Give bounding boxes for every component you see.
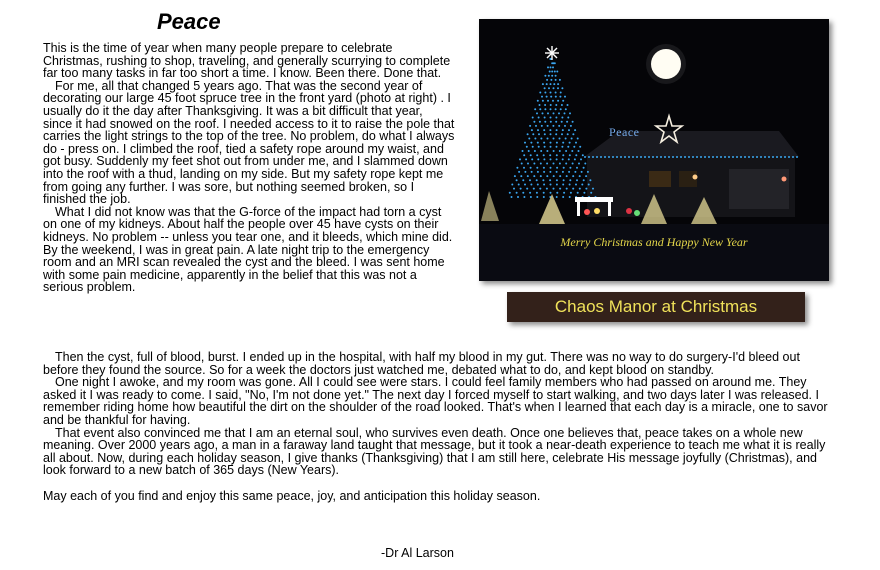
photo-peace-sign: Peace <box>609 125 640 139</box>
tree-light <box>585 175 587 177</box>
tree-light <box>562 184 564 186</box>
tree-light <box>575 184 577 186</box>
tree-light <box>537 142 539 144</box>
tree-light <box>559 79 561 81</box>
tree-light <box>563 167 565 169</box>
tree-light <box>546 96 548 98</box>
tree-light <box>551 75 553 77</box>
tree-light <box>541 96 543 98</box>
tree-light <box>543 129 545 131</box>
tree-light <box>530 196 532 198</box>
tree-light <box>533 121 535 123</box>
photo-caption: Chaos Manor at Christmas <box>507 292 805 322</box>
tree-light <box>535 125 537 127</box>
tree-light <box>551 71 553 73</box>
tree-light <box>544 92 546 94</box>
tree-light <box>555 133 557 135</box>
tree-light <box>544 146 546 148</box>
tree-light <box>585 188 587 190</box>
tree-light <box>553 163 555 165</box>
tree-light <box>559 175 561 177</box>
tree-light <box>568 171 570 173</box>
tree-light <box>553 138 555 140</box>
tree-light <box>530 184 532 186</box>
tree-light <box>579 188 581 190</box>
tree-light <box>544 104 546 106</box>
tree-light <box>566 175 568 177</box>
tree-light <box>553 188 555 190</box>
tree-light <box>590 192 592 194</box>
tree-light <box>575 154 577 156</box>
tree-light <box>565 163 567 165</box>
tree-light <box>559 138 561 140</box>
tree-light <box>547 125 549 127</box>
tree-light <box>560 108 562 110</box>
tree-light <box>538 146 540 148</box>
tree-light <box>537 129 539 131</box>
tree-light <box>526 188 528 190</box>
tree-light <box>516 167 518 169</box>
tree-light <box>553 83 555 85</box>
tree-light <box>565 108 567 110</box>
tree-light <box>579 146 581 148</box>
paragraph-2: For me, all that changed 5 years ago. That was the second year of decorating our large 45 foot spruce tree in the front yard (photo at right) . I usually do it the day after Thanksgiving. It was a bit difficult that year, since it had snowed on the roof. I needed access to it to raise the pole that carries the light strings to the top of the tree. No problem, do what I always do - press on. I climbed the roof, tied a safety rope around my waist, and got busy. Suddenly my feet shot out from under me, and I slammed down into the roof with a thud, landing on my side. But my safety rope kept me from going any further. I was sore, but nothing seemed broken, so I finished the job. <box>43 78 455 207</box>
tree-light <box>553 150 555 152</box>
tree-light <box>532 133 534 135</box>
tree-light <box>561 104 563 106</box>
tree-light <box>544 117 546 119</box>
tree-light <box>519 158 521 160</box>
paragraph-5: One night I awoke, and my room was gone. All I could see were stars. I could feel family members who had passed on around me. They asked it I was ready to come. I said, "No, I'm not done yet." The next day I forced myself to start walking, and two days later I was released. I remember riding home how beautiful the dirt on the shoulder of the road looked. That's when I learned that each day is a miracle, one to savor and be thankful for having. <box>43 375 828 427</box>
tree-light <box>550 79 552 81</box>
tree-light <box>520 175 522 177</box>
photo-scene <box>479 19 829 281</box>
tree-light <box>563 192 565 194</box>
tree-light <box>572 121 574 123</box>
tree-light <box>518 184 520 186</box>
tree-light <box>558 125 560 127</box>
tree-light <box>542 179 544 181</box>
tree-light <box>555 108 557 110</box>
tree-light <box>561 146 563 148</box>
tree-light <box>570 192 572 194</box>
tree-light <box>559 188 561 190</box>
tree-light <box>556 171 558 173</box>
tree-light <box>556 158 558 160</box>
tree-light <box>583 179 585 181</box>
tree-light <box>543 142 545 144</box>
tree-light <box>536 167 538 169</box>
tree-light <box>587 171 589 173</box>
tree-light <box>524 184 526 186</box>
tree-light <box>572 163 574 165</box>
tree-light <box>569 112 571 114</box>
tree-light <box>543 167 545 169</box>
tree-light <box>553 112 555 114</box>
tree-light <box>556 71 558 73</box>
tree-light <box>531 158 533 160</box>
tree-light <box>557 100 559 102</box>
tree-light <box>547 138 549 140</box>
tree-light <box>544 108 546 110</box>
tree-light <box>574 158 576 160</box>
tree-light <box>542 112 544 114</box>
tree-light <box>569 167 571 169</box>
tree-light <box>543 196 545 198</box>
page-title: Peace <box>157 9 221 34</box>
tree-light <box>536 154 538 156</box>
tree-light <box>576 179 578 181</box>
tree-light <box>549 71 551 73</box>
tree-light <box>550 83 552 85</box>
tree-light <box>564 125 566 127</box>
tree-light <box>550 121 552 123</box>
tree-light <box>550 104 552 106</box>
tree-light <box>542 83 544 85</box>
tree-light <box>539 121 541 123</box>
tree-light <box>556 129 558 131</box>
tree-light <box>581 171 583 173</box>
tree-light <box>543 184 545 186</box>
tree-light <box>559 163 561 165</box>
tree-light <box>511 184 513 186</box>
tree-light <box>522 150 524 152</box>
tree-light <box>556 179 558 181</box>
tree-light <box>525 158 527 160</box>
tree-light <box>564 112 566 114</box>
tree-light <box>557 83 559 85</box>
tree-light <box>556 146 558 148</box>
tree-light <box>570 125 572 127</box>
tree-light <box>550 58 552 60</box>
tree-light <box>576 167 578 169</box>
tree-light <box>566 121 568 123</box>
tree-light <box>559 150 561 152</box>
tree-light <box>552 100 554 102</box>
tree-light <box>579 175 581 177</box>
tree-light <box>530 154 532 156</box>
tree-light <box>538 117 540 119</box>
tree-light <box>546 175 548 177</box>
tree-light <box>550 158 552 160</box>
tree-light <box>523 154 525 156</box>
tree-light <box>588 184 590 186</box>
tree-light <box>533 175 535 177</box>
tree-light <box>574 171 576 173</box>
tree-light <box>589 179 591 181</box>
tree-light <box>569 142 571 144</box>
tree-light <box>530 142 532 144</box>
tree-light <box>565 150 567 152</box>
tree-light <box>532 117 534 119</box>
tree-light <box>520 188 522 190</box>
tree-light <box>523 167 525 169</box>
tree-light <box>555 79 557 81</box>
closing-line: May each of you find and enjoy this same peace, joy, and anticipation this holiday season. <box>43 488 541 503</box>
tree-light <box>552 125 554 127</box>
tree-light <box>562 171 564 173</box>
tree-light <box>571 138 573 140</box>
paragraph-1: This is the time of year when many people prepare to celebrate Christmas, rushing to shop, traveling, and generally scurrying to complete far too many tasks in far too short a time. I know. Been there. Done that. <box>43 41 451 81</box>
tree-light <box>546 83 548 85</box>
tree-light <box>548 87 550 89</box>
tree-light <box>569 196 571 198</box>
tree-light <box>523 196 525 198</box>
tree-light <box>540 150 542 152</box>
tree-light <box>549 179 551 181</box>
tree-light <box>509 192 511 194</box>
tree-light <box>534 150 536 152</box>
tree-light <box>554 62 556 64</box>
tree-light <box>562 100 564 102</box>
christmas-house-photo <box>479 19 829 281</box>
tree-light <box>549 154 551 156</box>
tree-light <box>572 175 574 177</box>
tree-light <box>524 142 526 144</box>
tree-light <box>537 100 539 102</box>
tree-light <box>569 179 571 181</box>
tree-light <box>584 163 586 165</box>
tree-light <box>531 171 533 173</box>
tree-light <box>573 146 575 148</box>
tree-light <box>544 121 546 123</box>
tree-light <box>567 146 569 148</box>
tree-light <box>561 87 563 89</box>
tree-light <box>555 121 557 123</box>
tree-light <box>555 104 557 106</box>
tree-light <box>547 66 549 68</box>
tree-light <box>541 125 543 127</box>
tree-light <box>555 75 557 77</box>
tree-light <box>540 138 542 140</box>
signature: -Dr Al Larson <box>381 546 454 560</box>
tree-light <box>547 100 549 102</box>
tree-light <box>548 75 550 77</box>
tree-light <box>528 150 530 152</box>
tree-light <box>514 175 516 177</box>
tree-light <box>556 184 558 186</box>
tree-light <box>529 192 531 194</box>
tree-light <box>528 138 530 140</box>
paragraph-3: What I did not know was that the G-force of the impact had torn a cyst on one of my kidneys. About half the people over 45 have cysts on their kidneys. No problem -- unless you tear one, and it bleeds, which mine did. By the weekend, I was in great pain. A late night trip to the emergency room and an MRI scan revealed the cyst and the bleed. I was sent home with some pain medicine, apparently in the belief that this was not a serious problem. <box>43 204 453 295</box>
tree-light <box>543 171 545 173</box>
tree-light <box>552 66 554 68</box>
tree-light <box>567 133 569 135</box>
tree-light <box>524 171 526 173</box>
tree-light <box>557 87 559 89</box>
photo-greeting: Merry Christmas and Happy New Year <box>560 235 748 249</box>
tree-light <box>571 150 573 152</box>
tree-light <box>555 96 557 98</box>
tree-light <box>550 184 552 186</box>
tree-light <box>539 104 541 106</box>
tree-light <box>569 184 571 186</box>
tree-light <box>574 129 576 131</box>
tree-light <box>550 192 552 194</box>
tree-light <box>546 150 548 152</box>
tree-light <box>550 167 552 169</box>
tree-light <box>516 192 518 194</box>
tree-light <box>563 179 565 181</box>
tree-light <box>546 188 548 190</box>
tree-light <box>568 158 570 160</box>
tree-light <box>561 117 563 119</box>
tree-light <box>577 138 579 140</box>
paragraph-6: That event also convinced me that I am an eternal soul, who survives even death. Once one believes that, peace takes on a whole new meaning. Over 2000 years ago, a man in a faraway land taught that message, but it took a near-death experience to teach me what it is really all about. Now, during each holiday season, I give thanks (Thanksgiving) that I am still here, celebrate His message joyfully (Christmas), and look forward to a new batch of 365 days (New Years). <box>43 425 826 478</box>
tree-light <box>562 129 564 131</box>
tree-light <box>544 75 546 77</box>
tree-light <box>527 133 529 135</box>
tree-light <box>539 108 541 110</box>
tree-light <box>537 171 539 173</box>
tree-light <box>530 167 532 169</box>
tree-light <box>550 146 552 148</box>
tree-light <box>566 188 568 190</box>
tree-light <box>540 175 542 177</box>
tree-light <box>511 196 513 198</box>
paragraph-4: Then the cyst, full of blood, burst. I ended up in the hospital, with half my blood in my gut. There was no way to do surgery-I'd bleed out before they found the source. So for a week the doctors just watched me, debated what to do, and kept blood on standby. <box>43 350 800 377</box>
tree-light <box>536 179 538 181</box>
tree-light <box>575 142 577 144</box>
tree-light <box>522 192 524 194</box>
tree-light <box>529 179 531 181</box>
tree-light <box>556 196 558 198</box>
tree-light <box>521 163 523 165</box>
tree-light <box>550 66 552 68</box>
tree-light <box>540 163 542 165</box>
tree-light <box>533 188 535 190</box>
tree-light <box>580 158 582 160</box>
tree-light <box>555 117 557 119</box>
tree-light <box>537 184 539 186</box>
tree-light <box>583 192 585 194</box>
tree-light <box>567 117 569 119</box>
tree-light <box>561 133 563 135</box>
tree-light <box>581 184 583 186</box>
tree-light <box>539 188 541 190</box>
tree-light <box>562 196 564 198</box>
tree-light <box>544 87 546 89</box>
tree-light <box>562 154 564 156</box>
tree-light <box>544 133 546 135</box>
tree-light <box>550 117 552 119</box>
tree-light <box>565 138 567 140</box>
tree-light <box>532 146 534 148</box>
tree-light <box>578 163 580 165</box>
tree-light <box>517 196 519 198</box>
tree-light <box>560 92 562 94</box>
tree-light <box>569 154 571 156</box>
tree-light <box>567 104 569 106</box>
tree-light <box>516 179 518 181</box>
tree-light <box>564 96 566 98</box>
tree-light <box>531 129 533 131</box>
article-body <box>43 351 838 502</box>
tree-light <box>572 133 574 135</box>
tree-light <box>526 146 528 148</box>
tree-light <box>583 167 585 169</box>
article-intro <box>43 42 455 294</box>
tree-light <box>561 121 563 123</box>
tree-light <box>537 158 539 160</box>
tree-light <box>578 150 580 152</box>
tree-light <box>536 192 538 194</box>
tree-light <box>562 158 564 160</box>
tree-light <box>518 171 520 173</box>
tree-light <box>543 154 545 156</box>
tree-light <box>550 96 552 98</box>
tree-light <box>555 92 557 94</box>
tree-light <box>522 179 524 181</box>
tree-light <box>553 175 555 177</box>
tree-light <box>539 92 541 94</box>
tree-light <box>550 92 552 94</box>
tree-light <box>529 125 531 127</box>
tree-light <box>553 87 555 89</box>
tree-light <box>582 154 584 156</box>
tree-light <box>546 163 548 165</box>
tree-light <box>513 188 515 190</box>
tree-light <box>549 129 551 131</box>
tree-light <box>527 163 529 165</box>
tree-light <box>550 108 552 110</box>
tree-light <box>546 79 548 81</box>
tree-light <box>542 100 544 102</box>
tree-light <box>549 171 551 173</box>
tree-light <box>538 133 540 135</box>
tree-light <box>572 188 574 190</box>
tree-light <box>556 142 558 144</box>
tree-light <box>556 167 558 169</box>
tree-light <box>556 192 558 194</box>
tree-light <box>543 158 545 160</box>
tree-light <box>543 192 545 194</box>
tree-light <box>554 71 556 73</box>
tree-light <box>536 196 538 198</box>
tree-light <box>534 108 536 110</box>
tree-light <box>547 112 549 114</box>
tree-light <box>534 138 536 140</box>
tree-light <box>550 133 552 135</box>
tree-light <box>568 129 570 131</box>
tree-light <box>592 188 594 190</box>
tree-light <box>550 142 552 144</box>
tree-light <box>562 142 564 144</box>
tree-light <box>536 112 538 114</box>
tree-light <box>533 163 535 165</box>
tree-light <box>556 154 558 156</box>
tree-light <box>527 175 529 177</box>
tree-light <box>559 96 561 98</box>
tree-light <box>577 192 579 194</box>
tree-light <box>558 112 560 114</box>
